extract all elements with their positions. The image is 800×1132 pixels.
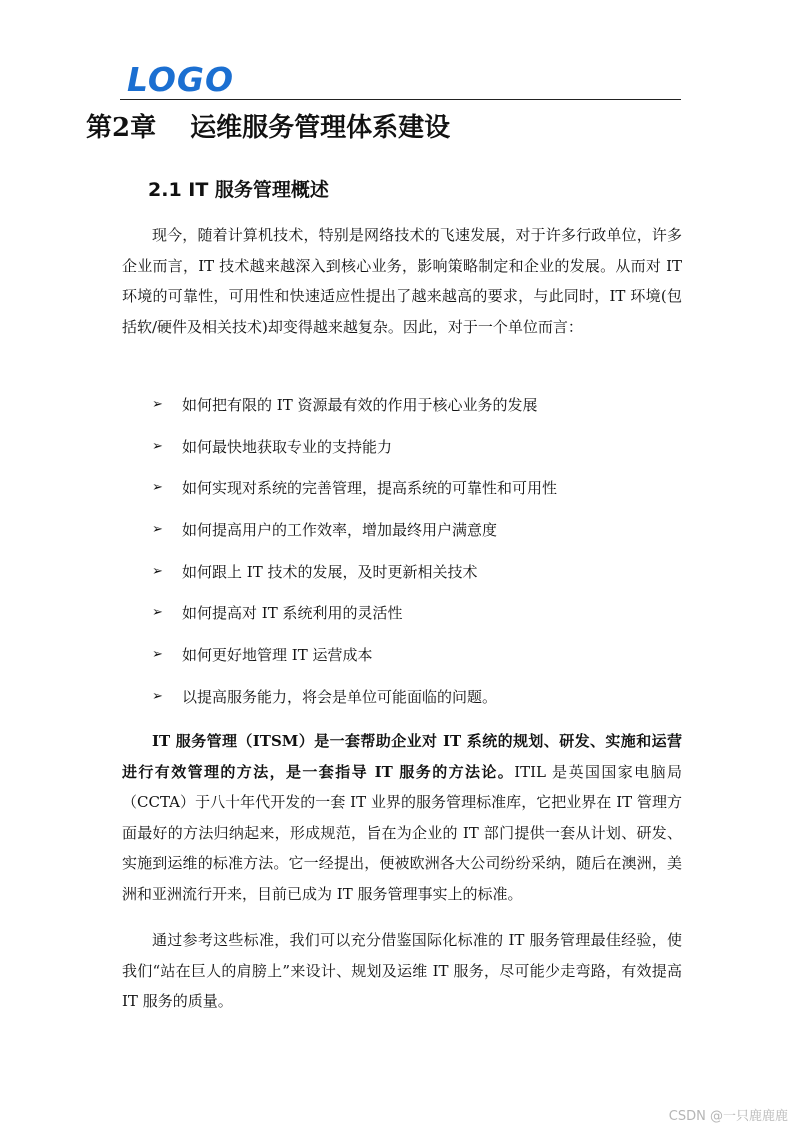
list-item: ➢ 如何跟上 IT 技术的发展，及时更新相关技术 xyxy=(152,557,557,599)
closing-paragraph: 通过参考这些标准，我们可以充分借鉴国际化标准的 IT 服务管理最佳经验，使我们“站在巨人的肩膀上”来设计、规划及运维 IT 服务，尽可能少走弯路，有效提高 IT 服务的质量。 xyxy=(122,931,682,1010)
intro-paragraph: 现今，随着计算机技术，特别是网络技术的飞速发展，对于许多行政单位，许多企业而言，IT 技术越来越深入到核心业务，影响策略制定和企业的发展。从而对 IT 环境的可靠性，可用性和快速适应性提出了越来越高的要求，与此同时，IT 环境(包括软/硬件及相关技术)却变得越来越复杂。因此，对于一个单位而言： xyxy=(122,226,682,336)
arrow-bullet-icon: ➢ xyxy=(152,563,163,579)
list-item: ➢ 如何提高对 IT 系统利用的灵活性 xyxy=(152,598,557,640)
list-item: ➢ 如何把有限的 IT 资源最有效的作用于核心业务的发展 xyxy=(152,390,557,432)
list-item: ➢ 以提高服务能力，将会是单位可能面临的问题。 xyxy=(152,682,557,724)
arrow-bullet-icon: ➢ xyxy=(152,688,163,704)
logo: LOGO xyxy=(127,60,235,99)
list-item: ➢ 如何更好地管理 IT 运营成本 xyxy=(152,640,557,682)
list-item: ➢ 如何最快地获取专业的支持能力 xyxy=(152,432,557,474)
arrow-bullet-icon: ➢ xyxy=(152,522,163,538)
arrow-bullet-icon: ➢ xyxy=(152,647,163,663)
arrow-bullet-icon: ➢ xyxy=(152,605,163,621)
itsm-paragraph xyxy=(122,726,682,909)
arrow-bullet-icon: ➢ xyxy=(152,480,163,496)
itsm-definition: IT 服务管理（ITSM）是一套帮助企业对 IT 系统的规划、研发、实施和运营进行有效管理的方法，是一套指导 IT 服务的方法论。 xyxy=(122,732,682,781)
list-item: ➢ 如何实现对系统的完善管理，提高系统的可靠性和可用性 xyxy=(152,473,557,515)
list-item: ➢ 如何提高用户的工作效率，增加最终用户满意度 xyxy=(152,515,557,557)
watermark: CSDN @一只鹿鹿鹿 xyxy=(668,1109,788,1124)
bullet-list xyxy=(152,390,557,724)
itil-description: ITIL 是英国国家电脑局（CCTA）于八十年代开发的一套 IT 业界的服务管理标准库，它把业界在 IT 管理方面最好的方法归纳起来，形成规范，旨在为企业的 IT 部门提供一套从计划、研发、实施到运维的标准方法。它一经提出，便被欧洲各大公司纷纷采纳，随后在澳洲，美洲和亚洲流行开来，目前已成为 IT 服务管理事实上的标准。 xyxy=(122,762,682,903)
chapter-number: 第2章 xyxy=(86,113,157,143)
chapter-name: 运维服务管理体系建设 xyxy=(190,113,451,143)
header-rule xyxy=(120,99,681,100)
chapter-title xyxy=(86,110,450,146)
section-title: 2.1 IT 服务管理概述 xyxy=(148,179,329,201)
arrow-bullet-icon: ➢ xyxy=(152,397,163,412)
arrow-bullet-icon: ➢ xyxy=(152,438,163,454)
